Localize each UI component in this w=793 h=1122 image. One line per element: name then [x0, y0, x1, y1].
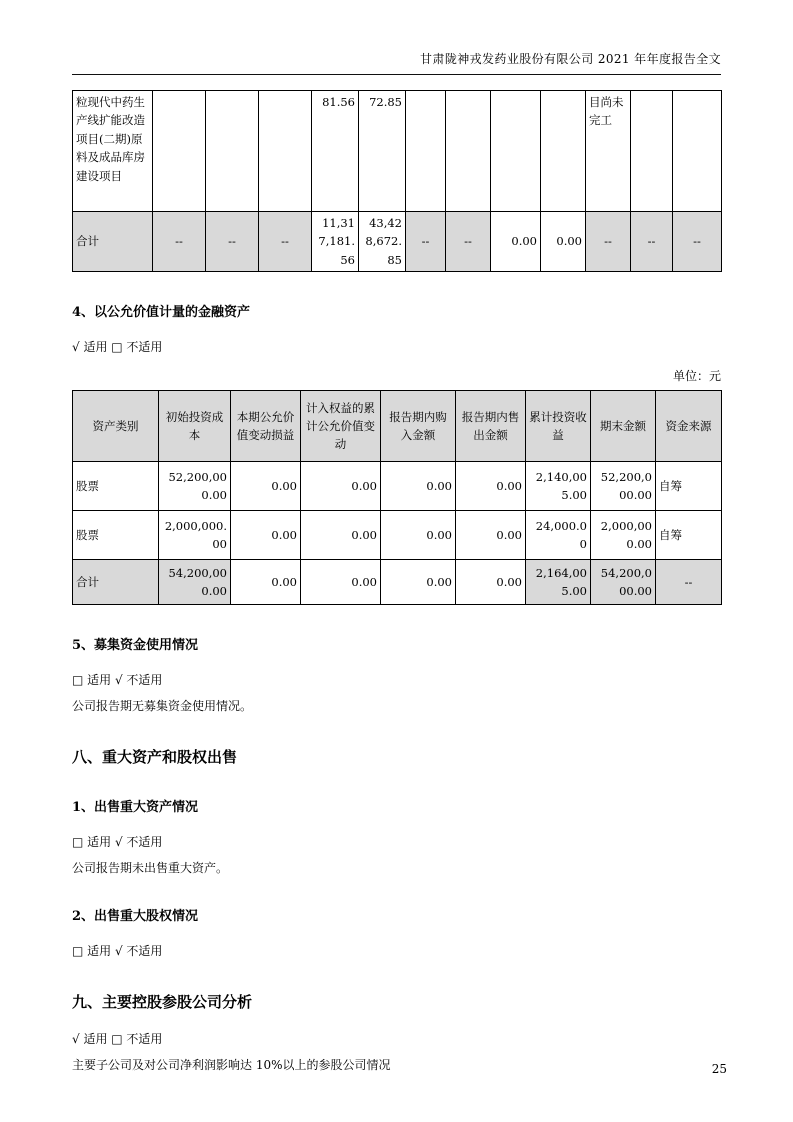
applicability-line: √ 适用 □ 不适用: [72, 340, 163, 355]
unit-label: 单位：元: [672, 369, 721, 384]
table-cell: --: [446, 212, 491, 272]
financial-assets-table: [72, 390, 722, 605]
table-cell: 72.85: [359, 91, 406, 212]
table-cell: 11,317,181.56: [312, 212, 359, 272]
table-cell: 52,200,000.00: [591, 462, 656, 511]
table-cell: --: [259, 212, 312, 272]
table-cell: 0.00: [231, 462, 301, 511]
section-5-body: 公司报告期无募集资金使用情况。: [72, 699, 253, 714]
table-cell: --: [586, 212, 631, 272]
table-cell: 52,200,000.00: [159, 462, 231, 511]
column-header: 期末金额: [591, 391, 656, 462]
table-cell: 0.00: [456, 511, 526, 560]
table-cell: 2,000,000.00: [591, 511, 656, 560]
total-row: [73, 212, 722, 272]
table-cell: --: [673, 212, 722, 272]
section-9-heading: 九、主要控股参股公司分析: [72, 993, 253, 1012]
table-cell: 0.00: [541, 212, 586, 272]
section-8-2-heading: 2、出售重大股权情况: [72, 909, 199, 925]
applicability-line: □ 适用 √ 不适用: [72, 835, 163, 850]
table-cell: 0.00: [301, 511, 381, 560]
table-cell: 0.00: [231, 511, 301, 560]
asset-class-cell: 股票: [73, 511, 159, 560]
total-label-cell: 合计: [73, 560, 159, 605]
project-status-cell: 目尚未完工: [586, 91, 631, 212]
column-header: 资产类别: [73, 391, 159, 462]
column-header: 报告期内购入金额: [381, 391, 456, 462]
table-cell: [541, 91, 586, 212]
table-cell: [446, 91, 491, 212]
column-header: 初始投资成本: [159, 391, 231, 462]
table-cell: --: [206, 212, 259, 272]
page-number: 25: [711, 1062, 727, 1076]
applicability-line: □ 适用 √ 不适用: [72, 673, 163, 688]
column-header: 资金来源: [656, 391, 722, 462]
total-label-cell: 合计: [73, 212, 153, 272]
table-cell: 54,200,000.00: [159, 560, 231, 605]
table-cell: 81.56: [312, 91, 359, 212]
table-cell: --: [656, 560, 722, 605]
table-cell: 2,164,005.00: [526, 560, 591, 605]
section-5-heading: 5、募集资金使用情况: [72, 638, 199, 654]
table-cell: 24,000.00: [526, 511, 591, 560]
construction-project-table: [72, 90, 722, 272]
table-cell: 43,428,672.85: [359, 212, 406, 272]
report-header-title: 甘肃陇神戎发药业股份有限公司 2021 年年度报告全文: [420, 52, 721, 66]
table-row: [73, 511, 722, 560]
header-row: [73, 391, 722, 462]
applicability-line: □ 适用 √ 不适用: [72, 944, 163, 959]
table-cell: [673, 91, 722, 212]
total-row: [73, 560, 722, 605]
table-cell: 0.00: [456, 560, 526, 605]
column-header: 本期公允价值变动损益: [231, 391, 301, 462]
section-4-heading: 4、以公允价值计量的金融资产: [72, 305, 251, 321]
table-cell: 2,140,005.00: [526, 462, 591, 511]
section-8-heading: 八、重大资产和股权出售: [72, 748, 238, 767]
applicability-line: √ 适用 □ 不适用: [72, 1032, 163, 1047]
table-cell: --: [153, 212, 206, 272]
table-row: [73, 462, 722, 511]
table-cell: 0.00: [381, 462, 456, 511]
table-cell: 0.00: [301, 462, 381, 511]
table-row: [73, 91, 722, 212]
table-cell: [153, 91, 206, 212]
funding-source-cell: 自筹: [656, 462, 722, 511]
section-8-1-body: 公司报告期未出售重大资产。: [72, 861, 229, 876]
table-cell: 0.00: [456, 462, 526, 511]
funding-source-cell: 自筹: [656, 511, 722, 560]
column-header: 计入权益的累计公允价值变动: [301, 391, 381, 462]
table-cell: 0.00: [381, 560, 456, 605]
column-header: 报告期内售出金额: [456, 391, 526, 462]
asset-class-cell: 股票: [73, 462, 159, 511]
report-header: [72, 50, 721, 75]
column-header: 累计投资收益: [526, 391, 591, 462]
table-cell: [491, 91, 541, 212]
table-cell: 0.00: [491, 212, 541, 272]
table-cell: [631, 91, 673, 212]
table-cell: [206, 91, 259, 212]
project-name-cell: 粒现代中药生产线扩能改造项目(二期)原料及成品库房建设项目: [73, 91, 153, 212]
table-cell: --: [631, 212, 673, 272]
table-cell: 2,000,000.00: [159, 511, 231, 560]
table-cell: [259, 91, 312, 212]
table-cell: [406, 91, 446, 212]
section-9-body: 主要子公司及对公司净利润影响达 10%以上的参股公司情况: [72, 1058, 391, 1073]
table-cell: 54,200,000.00: [591, 560, 656, 605]
section-8-1-heading: 1、出售重大资产情况: [72, 800, 199, 816]
table-cell: --: [406, 212, 446, 272]
table-cell: 0.00: [301, 560, 381, 605]
table-cell: 0.00: [381, 511, 456, 560]
table-cell: 0.00: [231, 560, 301, 605]
